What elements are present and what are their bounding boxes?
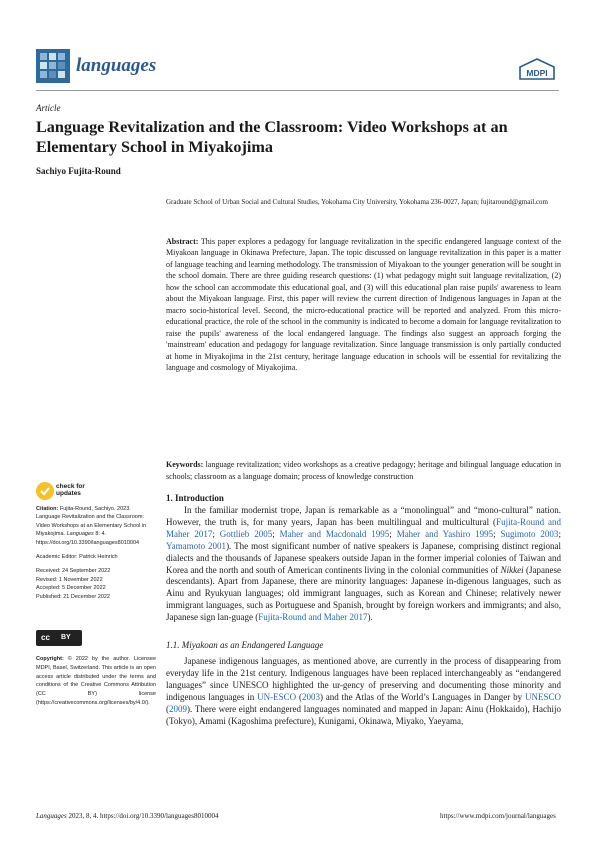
academic-editor: Academic Editor: Patrick Heinrich <box>36 554 118 561</box>
section-heading-introduction: 1. Introduction <box>166 493 224 503</box>
journal-logo-icon <box>36 49 70 83</box>
footer-citation <box>36 812 218 820</box>
paragraph-text: ( <box>166 703 169 714</box>
copyright-notice <box>36 655 156 708</box>
cc-by-license-icon[interactable] <box>36 630 82 646</box>
paper-title: Language Revitalization and the Classroom: Video Workshops at an Elementary School in Miyakojima <box>36 118 508 156</box>
author-name: Sachiyo Fujita-Round <box>36 166 121 176</box>
mdpi-logo-icon[interactable] <box>518 58 556 80</box>
copyright-label: Copyright: <box>36 656 64 662</box>
citation-link[interactable]: Fujita-Round and Maher 2017 <box>166 516 562 539</box>
paragraph-text: ). The most significant number of native speakers is Japanese, comprising distinct regional dialects and the thousands of Japanese speakers outside Japan in the former imperial colonies of Taiwan and Korea and the north and south of American continents living in the colonial communities of <box>166 540 561 575</box>
citation-link[interactable]: Maher and Yashiro 1995 <box>396 528 494 539</box>
cc-badge-text: cc <box>41 633 50 642</box>
article-type: Article <box>36 103 61 113</box>
paragraph-text: Nikkei <box>500 564 524 575</box>
paragraph-text: ; <box>558 528 561 539</box>
paragraph-text: (Japanese descendants). Apart from Japanese, there are minority languages: Japanese in-digenous languages, such as Ainu and Ryukyuan languages; old immigrant languages, such as Korean and Chinese; relatively newer immigrant languages, such as Portuguese and Spanish, brought by foreign workers and immigrants; and also, Japanese sign lan-guage ( <box>166 564 561 623</box>
citation-journal: Languages <box>66 531 94 538</box>
check-for-updates-line2: updates <box>56 490 81 498</box>
keywords-label: Keywords: <box>166 460 204 469</box>
paragraph-text: ; <box>212 528 220 539</box>
affiliation: Graduate School of Urban Social and Cultural Studies, Yokohama City University, Yokohama 236-0027, Japan; fujitaround@gmail.com <box>166 198 548 206</box>
citation-label: Citation: <box>36 506 59 512</box>
abstract <box>166 236 561 374</box>
citation-block <box>36 505 156 547</box>
paragraph-text: ; <box>272 528 280 539</box>
citation-link[interactable]: UNESCO <box>524 691 561 702</box>
date-received: Received: 24 September 2022 <box>36 568 111 575</box>
date-published: Published: 21 December 2022 <box>36 593 110 600</box>
citation-link[interactable]: Fujita-Round and Maher 2017 <box>258 612 368 623</box>
paragraph-text: ; <box>389 528 397 539</box>
check-for-updates-line1: check for <box>56 483 85 490</box>
citation-link[interactable]: 2003 <box>301 691 320 702</box>
paragraph-text: In the familiar modernist trope, Japan is remarkable as a “monolingual” and “mono-cultural” nation. However, the truth is, for many years, Japan has been multilingual and multicultural ( <box>166 505 561 527</box>
citation-link[interactable]: Yamamoto 2001 <box>166 540 227 551</box>
paragraph-text: Japanese indigenous languages, as mentioned above, are currently in the process of disappearing from everyday life in the 21st century. Indigenous languages have been replaced interchangeably as “endangered languages” since UNESCO highlighted the ur-gency of preserving and documenting those minority and indigenous languages in <box>166 656 561 702</box>
footer-journal: Languages <box>36 812 67 820</box>
keywords <box>166 459 561 482</box>
paragraph-text: ). <box>367 612 373 623</box>
copyright-text: © 2022 by the author. Licensee MDPI, Basel, Switzerland. This article is an open access article distributed under the terms and conditions of the Creative Commons Attribution (CC BY) license (https://creativecommons.org/licenses/by/4.0/). <box>36 656 156 706</box>
citation-link[interactable]: UN-ESCO <box>257 691 297 702</box>
footer-journal-url[interactable]: https://www.mdpi.com/journal/languages <box>440 812 556 820</box>
citation-doi[interactable]: 8: 4. https://doi.org/10.3390/languages8010004 <box>36 531 140 546</box>
paragraph-text: ) and the Atlas of the World’s Languages in Danger by <box>319 691 525 702</box>
by-badge-text: BY <box>61 634 71 641</box>
subsection-paragraph <box>166 656 561 727</box>
citation-text: Fujita-Round, Sachiyo. 2023. Language Revitalization and the Classroom: Video Workshops at an Elementary School in Miyakojima. <box>36 506 147 538</box>
abstract-text: This paper explores a pedagogy for language revitalization in the specific endangered language context of the Miyakoan language in Okinawa Prefecture, Japan. The topic discussed on language revitalization in this paper is a matter of language teaching and learning methodology. The transmission of Miyakoan to the younger generation will be sought in the school domain. There are three guiding research questions: (1) what pedagogy might suit language revitalization, (2) how the school can accommodate this educational goal, and (3) will this educational plan raise pupils' awareness to learn about the Miyakoan language. First, this paper will review the current direction of Indigenous languages in Japan at the macro socio-historical level. Second, the micro-educational practice will be reported and analyzed. From this micro-educational practice, the role of the school in the community is indicated to become a domain for language revitalization to raise the pupils' awareness of the local endangered language. The findings also suggest an approach forging the 'mainstream' education and pedagogy for language revitalization. Since language transmission is only partially conducted at home in Miyakojima in the 21st century, heritage language education in schools will be essential for revitalizing the language and cosmology of Miyakojima. <box>166 237 561 373</box>
paragraph-text: ). There were eight endangered languages nominated and mapped in Japan: Ainu (Hokkaido), Hachijo (Tokyo), Amami (Kagoshima prefecture), Kunigami, Okinawa, Miyako, Yaeyama, <box>166 703 561 726</box>
header-divider <box>36 90 559 91</box>
journal-name[interactable]: languages <box>76 55 157 76</box>
article-info-sidebar <box>36 505 156 601</box>
date-accepted: Accepted: 5 December 2022 <box>36 585 106 592</box>
citation-link[interactable]: Gottlieb 2005 <box>219 528 273 539</box>
abstract-label: Abstract: <box>166 237 199 246</box>
date-revised: Revised: 1 November 2022 <box>36 576 103 583</box>
introduction-paragraph <box>166 505 561 624</box>
keywords-text: language revitalization; video workshops as a creative pedagogy; heritage and bilingual language education in schools; classroom as a language domain; process of knowledge construction <box>166 460 562 481</box>
check-for-updates-label[interactable] <box>56 483 85 498</box>
paragraph-text: ( <box>296 691 302 702</box>
paragraph-text: ; <box>493 528 501 539</box>
citation-link[interactable]: 2009 <box>169 703 187 714</box>
mdpi-logo-text: MDPI <box>526 68 548 78</box>
citation-link[interactable]: Sugimoto 2003 <box>500 528 559 539</box>
subsection-heading: 1.1. Miyakoan as an Endangered Language <box>166 640 324 650</box>
citation-link[interactable]: Maher and Macdonald 1995 <box>279 528 390 539</box>
footer-doi[interactable]: 2023, 8, 4. https://doi.org/10.3390/languages8010004 <box>68 812 219 820</box>
check-for-updates-icon[interactable] <box>36 482 54 500</box>
